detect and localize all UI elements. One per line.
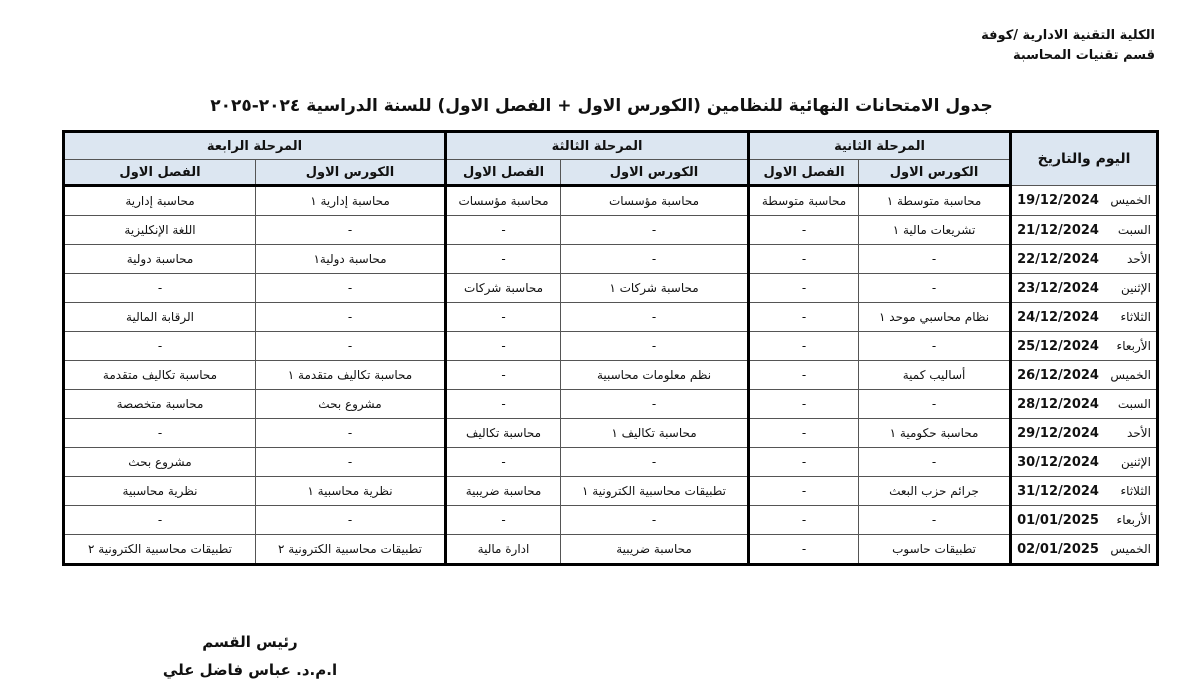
subject-cell: - xyxy=(859,332,1011,361)
subject-cell: أساليب كمية xyxy=(859,361,1011,390)
table-row xyxy=(64,506,1158,535)
signatory-name: ا.م.د. عباس فاضل علي xyxy=(162,661,338,679)
day-date-cell xyxy=(1011,186,1158,216)
table-row xyxy=(64,274,1158,303)
exam-date: 29/12/2024 xyxy=(1017,425,1099,441)
subject-cell: محاسبة تكاليف xyxy=(446,419,561,448)
page-title: جدول الامتحانات النهائية للنظامين (الكورس الاول + الفصل الاول) للسنة الدراسية ٢٠٢٤-٢٠٢٥ xyxy=(210,96,993,116)
signature-block xyxy=(150,628,350,684)
sub-header-course: الكورس الاول xyxy=(561,160,749,186)
subject-cell: محاسبة ضريبية xyxy=(561,535,749,565)
subject-cell: - xyxy=(749,332,859,361)
subject-cell: - xyxy=(859,448,1011,477)
exam-date: 30/12/2024 xyxy=(1017,454,1099,470)
day-name: الأحد xyxy=(1127,251,1151,266)
day-date-cell xyxy=(1011,303,1158,332)
table-row xyxy=(64,448,1158,477)
subject-cell: - xyxy=(446,303,561,332)
subject-cell: محاسبة تكاليف متقدمة ١ xyxy=(256,361,446,390)
subject-cell: - xyxy=(446,361,561,390)
day-date-cell xyxy=(1011,448,1158,477)
exam-date: 02/01/2025 xyxy=(1017,541,1099,557)
subject-cell: - xyxy=(446,390,561,419)
subject-cell: مشروع بحث xyxy=(64,448,256,477)
subject-cell: - xyxy=(561,332,749,361)
subject-cell: - xyxy=(64,274,256,303)
day-name: الخميس xyxy=(1110,367,1151,382)
subject-cell: - xyxy=(561,506,749,535)
day-date-cell xyxy=(1011,419,1158,448)
day-name: السبت xyxy=(1117,396,1151,411)
stage-header-row xyxy=(64,132,1158,160)
subject-cell: - xyxy=(446,506,561,535)
table-row xyxy=(64,535,1158,565)
subject-cell: تطبيقات حاسوب xyxy=(859,535,1011,565)
day-date-cell xyxy=(1011,535,1158,565)
table-row xyxy=(64,303,1158,332)
day-date-header: اليوم والتاريخ xyxy=(1011,132,1158,186)
exam-date: 25/12/2024 xyxy=(1017,338,1099,354)
sub-header-semester: الفصل الاول xyxy=(446,160,561,186)
subject-cell: ادارة مالية xyxy=(446,535,561,565)
day-name: الإثنين xyxy=(1121,280,1151,295)
college-name: الكلية التقنية الادارية /كوفة xyxy=(981,28,1155,43)
subject-cell: محاسبة مؤسسات xyxy=(446,186,561,216)
subject-cell: محاسبة متوسطة ١ xyxy=(859,186,1011,216)
subject-cell: - xyxy=(561,245,749,274)
exam-date: 22/12/2024 xyxy=(1017,251,1099,267)
subject-cell: محاسبة متخصصة xyxy=(64,390,256,419)
exam-date: 31/12/2024 xyxy=(1017,483,1099,499)
day-name: الأحد xyxy=(1127,425,1151,440)
table-row xyxy=(64,390,1158,419)
subject-cell: - xyxy=(446,216,561,245)
subject-cell: محاسبة متوسطة xyxy=(749,186,859,216)
subject-cell: - xyxy=(446,332,561,361)
subject-cell: - xyxy=(749,274,859,303)
day-date-cell xyxy=(1011,361,1158,390)
day-date-cell xyxy=(1011,245,1158,274)
subject-cell: نظم معلومات محاسبية xyxy=(561,361,749,390)
table-row xyxy=(64,477,1158,506)
exam-date: 26/12/2024 xyxy=(1017,367,1099,383)
subject-cell: - xyxy=(256,419,446,448)
sub-header-course: الكورس الاول xyxy=(256,160,446,186)
exam-date: 28/12/2024 xyxy=(1017,396,1099,412)
subject-cell: جرائم حزب البعث xyxy=(859,477,1011,506)
subject-cell: محاسبة ضريبية xyxy=(446,477,561,506)
subject-cell: مشروع بحث xyxy=(256,390,446,419)
day-name: الثلاثاء xyxy=(1120,483,1151,498)
table-row xyxy=(64,216,1158,245)
day-name: الخميس xyxy=(1110,541,1151,556)
subject-cell: - xyxy=(256,448,446,477)
day-date-cell xyxy=(1011,274,1158,303)
subject-cell: - xyxy=(749,390,859,419)
day-name: الأربعاء xyxy=(1116,512,1151,527)
subject-cell: - xyxy=(859,390,1011,419)
day-date-cell xyxy=(1011,216,1158,245)
subject-cell: تطبيقات محاسبية الكترونية ٢ xyxy=(256,535,446,565)
subject-cell: محاسبة شركات ١ xyxy=(561,274,749,303)
subject-cell: محاسبة دولية١ xyxy=(256,245,446,274)
day-name: الأربعاء xyxy=(1116,338,1151,353)
subject-cell: نظام محاسبي موحد ١ xyxy=(859,303,1011,332)
stage-header-third: المرحلة الثالثة xyxy=(446,132,749,160)
subject-cell: - xyxy=(256,274,446,303)
table-row xyxy=(64,361,1158,390)
subject-cell: محاسبة إدارية xyxy=(64,186,256,216)
subject-cell: اللغة الإنكليزية xyxy=(64,216,256,245)
subject-cell: - xyxy=(561,390,749,419)
department-name: قسم تقنيات المحاسبة xyxy=(1012,48,1155,63)
institution-header xyxy=(981,26,1155,66)
subject-cell: محاسبة تكاليف متقدمة xyxy=(64,361,256,390)
subject-cell: تشريعات مالية ١ xyxy=(859,216,1011,245)
exam-schedule-table xyxy=(62,130,1159,566)
subject-cell: الرقابة المالية xyxy=(64,303,256,332)
subject-cell: - xyxy=(749,535,859,565)
stage-header-second: المرحلة الثانية xyxy=(749,132,1011,160)
exam-date: 21/12/2024 xyxy=(1017,222,1099,238)
subject-cell: - xyxy=(749,419,859,448)
stage-header-fourth: المرحلة الرابعة xyxy=(64,132,446,160)
signatory-role: رئيس القسم xyxy=(202,633,298,651)
subject-cell: نظرية محاسبية xyxy=(64,477,256,506)
sub-header-course: الكورس الاول xyxy=(859,160,1011,186)
subject-cell: - xyxy=(749,245,859,274)
day-name: الثلاثاء xyxy=(1120,309,1151,324)
table-row xyxy=(64,332,1158,361)
table-row xyxy=(64,419,1158,448)
subject-cell: - xyxy=(64,506,256,535)
schedule-body xyxy=(64,186,1158,565)
subject-cell: - xyxy=(859,506,1011,535)
subject-cell: - xyxy=(859,245,1011,274)
subject-cell: - xyxy=(256,332,446,361)
sub-header-semester: الفصل الاول xyxy=(64,160,256,186)
subject-cell: - xyxy=(256,303,446,332)
day-date-cell xyxy=(1011,390,1158,419)
day-date-cell xyxy=(1011,506,1158,535)
sub-header-row xyxy=(64,160,1158,186)
subject-cell: محاسبة شركات xyxy=(446,274,561,303)
day-name: السبت xyxy=(1117,222,1151,237)
subject-cell: محاسبة إدارية ١ xyxy=(256,186,446,216)
subject-cell: - xyxy=(749,361,859,390)
subject-cell: - xyxy=(749,506,859,535)
subject-cell: - xyxy=(749,303,859,332)
subject-cell: - xyxy=(561,448,749,477)
subject-cell: محاسبة مؤسسات xyxy=(561,186,749,216)
day-date-cell xyxy=(1011,332,1158,361)
day-date-cell xyxy=(1011,477,1158,506)
sub-header-semester: الفصل الاول xyxy=(749,160,859,186)
subject-cell: - xyxy=(561,216,749,245)
subject-cell: - xyxy=(749,448,859,477)
subject-cell: - xyxy=(749,477,859,506)
subject-cell: - xyxy=(749,216,859,245)
exam-date: 01/01/2025 xyxy=(1017,512,1099,528)
subject-cell: - xyxy=(256,216,446,245)
day-name: الإثنين xyxy=(1121,454,1151,469)
subject-cell: نظرية محاسبية ١ xyxy=(256,477,446,506)
subject-cell: تطبيقات محاسبية الكترونية ٢ xyxy=(64,535,256,565)
table-row xyxy=(64,186,1158,216)
subject-cell: - xyxy=(561,303,749,332)
subject-cell: تطبيقات محاسبية الكترونية ١ xyxy=(561,477,749,506)
subject-cell: - xyxy=(256,506,446,535)
subject-cell: - xyxy=(446,448,561,477)
subject-cell: - xyxy=(64,332,256,361)
exam-date: 23/12/2024 xyxy=(1017,280,1099,296)
subject-cell: محاسبة تكاليف ١ xyxy=(561,419,749,448)
subject-cell: - xyxy=(446,245,561,274)
exam-date: 19/12/2024 xyxy=(1017,193,1099,208)
subject-cell: - xyxy=(64,419,256,448)
exam-date: 24/12/2024 xyxy=(1017,309,1099,325)
subject-cell: محاسبة حكومية ١ xyxy=(859,419,1011,448)
table-row xyxy=(64,245,1158,274)
subject-cell: - xyxy=(859,274,1011,303)
day-name: الخميس xyxy=(1110,193,1151,207)
subject-cell: محاسبة دولية xyxy=(64,245,256,274)
